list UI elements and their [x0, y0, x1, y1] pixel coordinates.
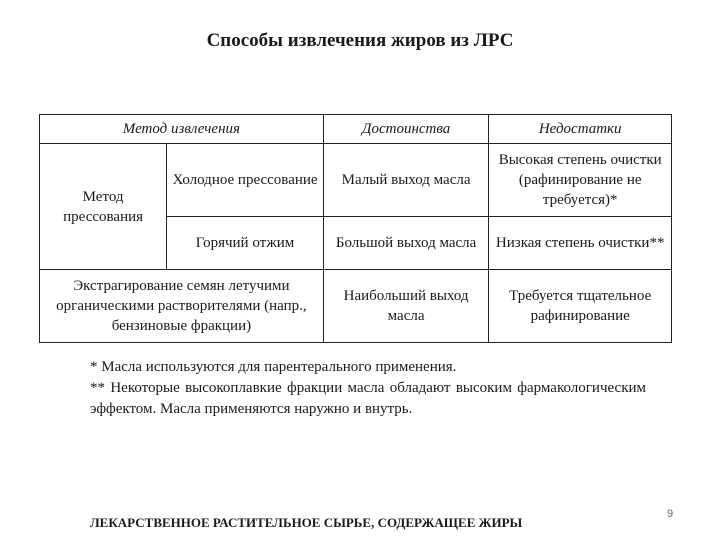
header-advantages: Достоинства — [323, 115, 489, 144]
disadvantage-cell: Высокая степень очистки (рафинирование не требуется)* — [489, 144, 672, 217]
table-row — [40, 144, 672, 217]
page-title: Способы извлечения жиров из ЛРС — [206, 30, 514, 51]
table-header-row — [40, 115, 672, 144]
advantage-cell: Малый выход масла — [323, 144, 489, 217]
pressing-method-group-cell: Метод прессования — [40, 144, 167, 270]
advantage-cell: Наибольший выход масла — [323, 270, 489, 343]
page-number: 9 — [667, 508, 674, 520]
footnote-2: ** Некоторые высокоплавкие фракции масла обладают высоким фармакологическим эффектом. Масла применяются наружно и внутрь. — [90, 380, 646, 417]
footer-text: ЛЕКАРСТВЕННОЕ РАСТИТЕЛЬНОЕ СЫРЬЕ, СОДЕРЖАЩЕЕ ЖИРЫ — [90, 515, 523, 530]
disadvantage-cell: Низкая степень очистки** — [489, 217, 672, 270]
table-row — [40, 270, 672, 343]
advantage-cell: Большой выход масла — [323, 217, 489, 270]
header-method: Метод извлечения — [40, 115, 324, 144]
disadvantage-cell: Требуется тщательное рафинирование — [489, 270, 672, 343]
method-cell: Холодное прессование — [167, 144, 324, 217]
footnotes — [90, 357, 646, 420]
extraction-methods-table — [39, 114, 672, 343]
header-disadvantages: Недостатки — [489, 115, 672, 144]
method-cell: Экстрагирование семян летучими органическими растворителями (напр., бензиновые фракции) — [40, 270, 324, 343]
method-cell: Горячий отжим — [167, 217, 324, 270]
footnote-1: * Масла используются для парентерального применения. — [90, 359, 457, 375]
